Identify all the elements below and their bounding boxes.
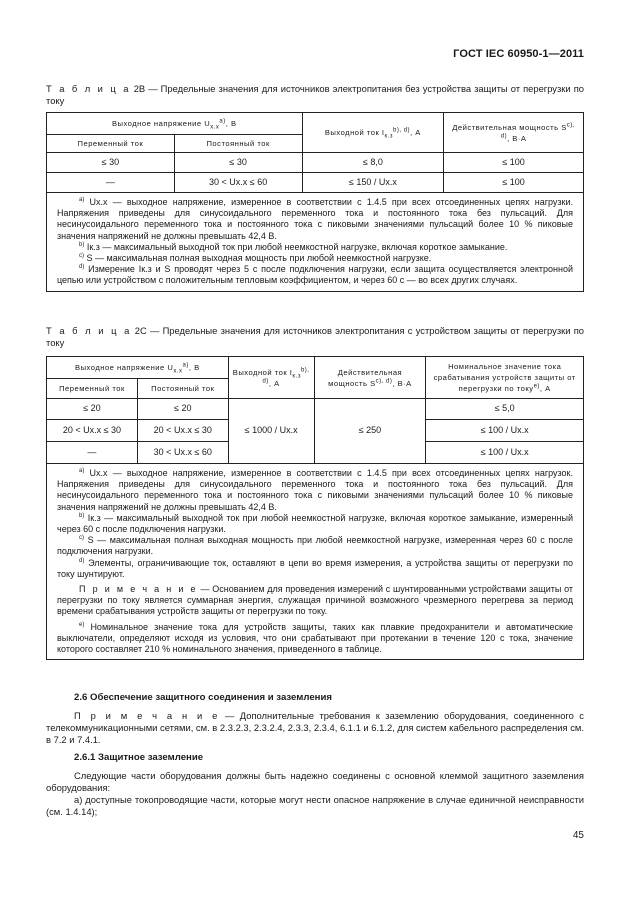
- table-2b-caption: [46, 83, 584, 107]
- header-current: Выходной ток $I_{к.з}^{b), d)}$, А: [302, 113, 444, 153]
- section-note: П р и м е ч а н и е — Дополнительные требования к заземлению оборудования, соединенного с телекоммуникационными сетями, см. в 2.3.2.3, 2.3.2.4, 2.3.3, 2.3.4, 6.1.1 и 6.1.2, для систем кабельного распределения см. в 7.2 и 7.4.1.: [46, 710, 584, 745]
- section-heading-2-6: 2.6 Обеспечение защитного соединения и заземления: [74, 692, 332, 703]
- cell-dc: 30 < Uх.х ≤ 60: [174, 173, 302, 193]
- header-voltage: Выходное напряжение $U_{х.х}^{а)}$, В: [47, 357, 229, 379]
- paragraph: Следующие части оборудования должны быть надежно соединены с основной клеммой защитного заземления оборудования:: [46, 770, 584, 793]
- table-word: Т а б л и ц а: [46, 83, 131, 94]
- footnote-c: $^{c)}$ S — максимальная полная выходная мощность при любой неемкостной нагрузке.: [79, 253, 432, 264]
- table-2c-footnotes: [47, 464, 584, 660]
- standard-header: ГОСТ IEC 60950-1—2011: [453, 48, 584, 60]
- footnote-b: $^{b)}$ Iк.з — максимальный выходной ток при любой неемкостной нагрузке, включая короткое замыкание, измеренный через 60 с после подключения нагрузки.: [57, 512, 573, 535]
- header-ac: Переменный ток: [47, 135, 175, 153]
- cell-ac: 20 < Uх.х ≤ 30: [47, 420, 138, 442]
- cell-ac: —: [47, 173, 175, 193]
- section-heading-2-6-1: 2.6.1 Защитное заземление: [74, 752, 204, 763]
- footnote-d: $^{d)}$ Элементы, ограничивающие ток, оставляют в цепи во время измерения, а устройства защиты от перегрузки по току шунтируют.: [57, 557, 573, 579]
- header-dc: Постоянный ток: [137, 379, 228, 399]
- paragraph: а) доступные токопроводящие части, которые могут нести опасное напряжение в случае единичной неисправности (см. 1.4.14);: [46, 794, 584, 817]
- table-number: 2В: [133, 83, 146, 94]
- table-row: [47, 173, 584, 193]
- cell-ac: ≤ 30: [47, 153, 175, 173]
- cell-dc: 20 < Uх.х ≤ 30: [137, 420, 228, 442]
- cell-dc: ≤ 20: [137, 399, 228, 420]
- cell-nominal: ≤ 5,0: [426, 399, 584, 420]
- header-nominal: Номинальное значение тока срабатывания устройств защиты от перегрузки по току$^{e)}$, А: [426, 357, 584, 399]
- cell-power: ≤ 100: [444, 153, 584, 173]
- header-power: Действительная мощность $S^{c), d)}$, В·А: [444, 113, 584, 153]
- header-power: Действительная мощность $S^{c), d)}$, В·А: [314, 357, 426, 399]
- table-2b: [46, 112, 584, 292]
- cell-current: ≤ 8,0: [302, 153, 444, 173]
- cell-power: ≤ 100: [444, 173, 584, 193]
- table-2b-footnotes: [47, 193, 584, 292]
- header-ac: Переменный ток: [47, 379, 138, 399]
- cell-ac: —: [47, 442, 138, 464]
- footnote-c: $^{c)}$ S — максимальная полная выходная мощность при любой неемкостной нагрузке, измеренная через 60 с после подключения нагрузки.: [57, 535, 573, 557]
- table-title: — Предельные значения для источников электропитания с устройством защиты от перегрузки по току: [46, 325, 584, 348]
- header-voltage: Выходное напряжение $U_{х.х}^{а)}$, В: [47, 113, 303, 135]
- table-title: — Предельные значения для источников электропитания без устройства защиты от перегрузки по току: [46, 83, 584, 106]
- table-2c: [46, 356, 584, 660]
- cell-current: ≤ 150 / Uх.х: [302, 173, 444, 193]
- cell-nominal: ≤ 100 / Uх.х: [426, 442, 584, 464]
- table-row: [47, 153, 584, 173]
- table-2c-caption: [46, 325, 584, 349]
- section-body: [46, 770, 584, 818]
- header-dc: Постоянный ток: [174, 135, 302, 153]
- table-row: [47, 399, 584, 420]
- table-note: П р и м е ч а н и е — Основанием для проведения измерений с шунтированными устройствами защиты от перегрузки по току является суммарная энергия, служащая причиной возможного чрезмерного перегрева за период времени срабатывания устройств защиты от перегрузки по току.: [57, 584, 573, 617]
- page-number: 45: [572, 830, 584, 841]
- footnote-e: $^{e)}$ Номинальное значение тока для устройств защиты, таких как плавкие предохранители и автоматические выключатели, определяют исходя из условия, что они срабатывают при протекании в течение 120 с тока, значение которого составляет 210 % номинального значения, приведенного в таблице.: [57, 621, 573, 655]
- cell-current-merged: ≤ 1000 / Uх.х: [228, 399, 314, 464]
- cell-dc: ≤ 30: [174, 153, 302, 173]
- footnote-a: $^{а)}$ Uх.х — выходное напряжение, измеренное в соответствии с 1.4.5 при всех отсоединенных цепях нагрузок. Напряжения приведены для синусоидального переменного тока и постоянного тока без пульсаций. Для несинусоидального переменного тока и постоянного тока с пиковыми значениями пульсаций более 10 % пиковые значения напряжений не должны превышать 42,4 В.: [57, 468, 573, 512]
- footnote-b: $^{b)}$ Iк.з — максимальный выходной ток при любой неемкостной нагрузке, включая короткое замыкание.: [79, 241, 508, 252]
- table-number: 2С: [134, 325, 147, 336]
- cell-power-merged: ≤ 250: [314, 399, 426, 464]
- header-current: Выходной ток $I_{к.з}^{b), d)}$, А: [228, 357, 314, 399]
- cell-ac: ≤ 20: [47, 399, 138, 420]
- footnote-d: $^{d)}$ Измерение Iк.з и S проводят через 5 с после подключения нагрузки, если защита осуществляется электронной цепью или устройством с положительным тепловым коэффициентом, и через 60 с — во всех других случаях.: [57, 264, 573, 286]
- footnote-a: $^{а)}$ Uх.х — выходное напряжение, измеренное в соответствии с 1.4.5 при всех отсоединенных цепях нагрузки. Напряжения приведены для синусоидального переменного тока и постоянного тока без пульсаций. Для несинусоидального переменного тока и постоянного тока с пиковыми значениями пульсаций более 10 % пиковые значения напряжений не должны превышать 42,4 В.: [57, 197, 573, 241]
- table-word: Т а б л и ц а: [46, 325, 132, 336]
- cell-nominal: ≤ 100 / Uх.х: [426, 420, 584, 442]
- cell-dc: 30 < Uх.х ≤ 60: [137, 442, 228, 464]
